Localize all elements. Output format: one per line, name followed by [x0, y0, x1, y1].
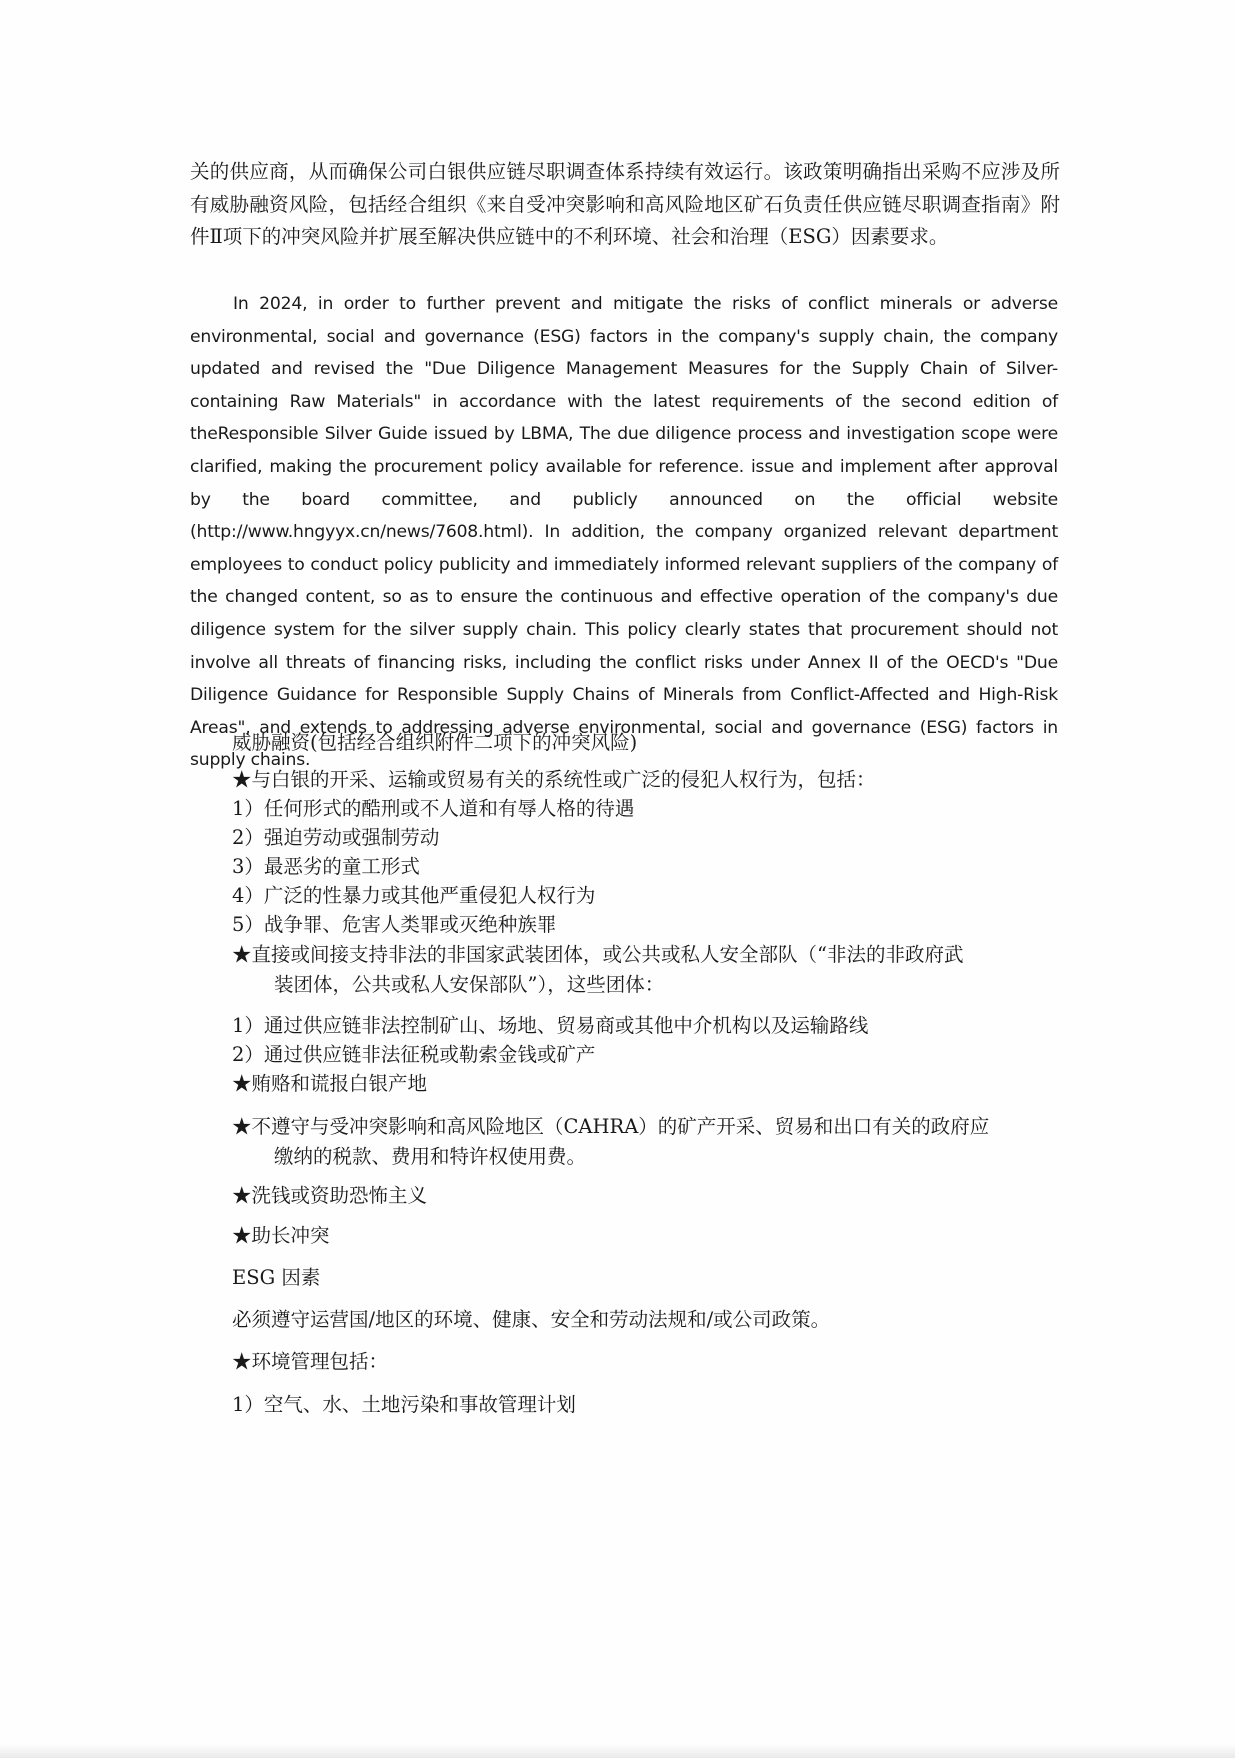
armed-groups-continuation: 装团体，公共或私人安保部队”），这些团体：	[274, 973, 665, 996]
environmental-management-intro: ★环境管理包括：	[232, 1350, 389, 1373]
list-item: 2）强迫劳动或强制劳动	[232, 826, 440, 849]
threat-financing-heading: 威胁融资(包括经合组织附件二项下的冲突风险)	[232, 731, 638, 754]
tax-item	[232, 1112, 1062, 1172]
esg-heading: ESG 因素	[232, 1266, 321, 1289]
english-paragraph: In 2024, in order to further prevent and mitigate the risks of conflict minerals or adverse environmental, social and governance (ESG) factors in the company's supply chain, the company updated and revised the "Due Diligence Management Measures for the Supply Chain of Silver-containing Raw Materials" in accordance with the latest requirements of the second edition of theResponsible Silver Guide issued by LBMA, The due diligence process and investigation scope were clarified, making the procurement policy available for reference. issue and implement after approval by the board committee, and publicly announced on the official website (http://www.hngyyx.cn/news/7608.html). In addition, the company organized relevant department employees to conduct policy publicity and immediately informed relevant suppliers of the company of the changed content, so as to ensure the continuous and effective operation of the company's due diligence system for the silver supply chain. This policy clearly states that procurement should not involve all threats of financing risks, including the conflict risks under Annex II of the OECD's "Due Diligence Guidance for Responsible Supply Chains of Minerals from Conflict-Affected and High-Risk Areas", and extends to addressing adverse environmental, social and governance (ESG) factors in supply chains.	[190, 294, 1058, 771]
tax-first-line: ★不遵守与受冲突影响和高风险地区（CAHRA）的矿产开采、贸易和出口有关的政府应	[232, 1115, 990, 1138]
esg-compliance-text: 必须遵守运营国/地区的环境、健康、安全和劳动法规和/或公司政策。	[232, 1308, 831, 1331]
fuel-conflict-item: ★助长冲突	[232, 1224, 330, 1247]
list-item: 5）战争罪、危害人类罪或灭绝种族罪	[232, 913, 557, 936]
armed-groups-item	[232, 940, 1062, 1000]
list-item: 1）空气、水、土地污染和事故管理计划	[232, 1393, 576, 1416]
bribery-item: ★贿赂和谎报白银产地	[232, 1072, 428, 1095]
list-item: 1）通过供应链非法控制矿山、场地、贸易商或其他中介机构以及运输路线	[232, 1014, 869, 1037]
list-item: 1）任何形式的酷刑或不人道和有辱人格的待遇	[232, 797, 635, 820]
chinese-paragraph: 关的供应商，从而确保公司白银供应链尽职调查体系持续有效运行。该政策明确指出采购不应涉及所有威胁融资风险，包括经合组织《来自受冲突影响和高风险地区矿石负责任供应链尽职调查指南》附件Ⅱ项下的冲突风险并扩展至解决供应链中的不利环境、社会和治理（ESG）因素要求。	[190, 160, 1060, 248]
list-item: 3）最恶劣的童工形式	[232, 855, 420, 878]
list-item: 2）通过供应链非法征税或勒索金钱或矿产	[232, 1043, 596, 1066]
tax-continuation: 缴纳的税款、费用和特许权使用费。	[274, 1145, 587, 1168]
human-rights-intro: ★与白银的开采、运输或贸易有关的系统性或广泛的侵犯人权行为，包括：	[232, 768, 876, 791]
money-laundering-item: ★洗钱或资助恐怖主义	[232, 1184, 428, 1207]
scan-edge	[0, 1744, 1235, 1758]
list-item: 4）广泛的性暴力或其他严重侵犯人权行为	[232, 884, 596, 907]
armed-groups-first-line: ★直接或间接支持非法的非国家武装团体，或公共或私人安全部队（“非法的非政府武	[232, 943, 964, 966]
